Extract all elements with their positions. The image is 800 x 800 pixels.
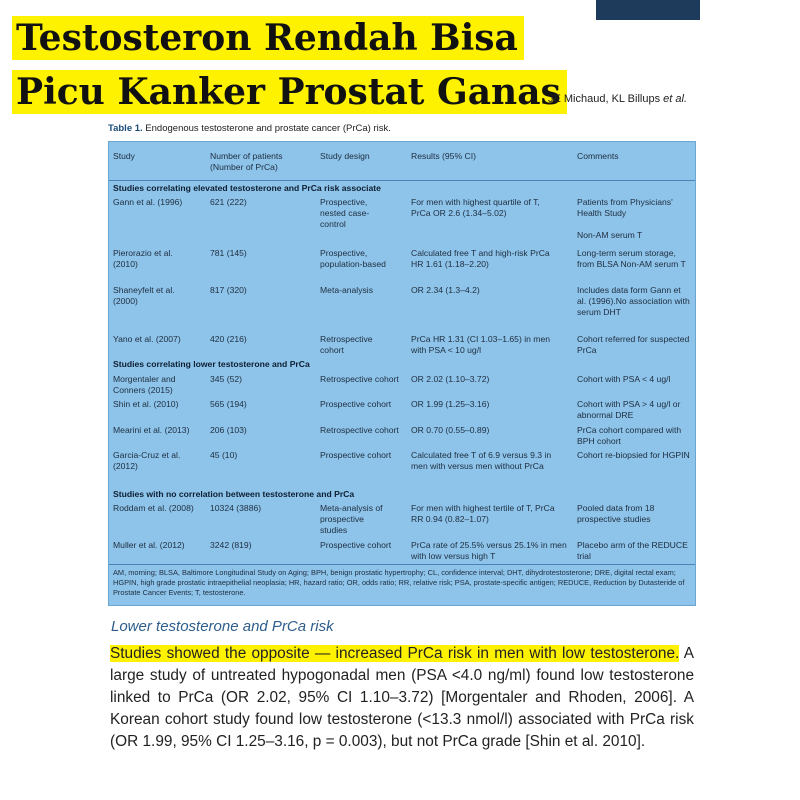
study-table: [108, 141, 696, 606]
cell-results: PrCa HR 1.31 (CI 1.03–1.65) in men with PSA < 10 ug/l: [411, 334, 550, 355]
cell-study: Garcia-Cruz et al. (2012): [113, 450, 181, 471]
cell-patients: 3242 (819): [210, 540, 252, 550]
cell-comments: Placebo arm of the REDUCE trial: [577, 540, 688, 561]
cell-patients: 565 (194): [210, 399, 247, 409]
section-title-elevated: Studies correlating elevated testosterone and PrCa risk associate: [113, 183, 381, 193]
table-caption-text: Endogenous testosterone and prostate cancer (PrCa) risk.: [142, 123, 391, 134]
authors-etal: et al.: [663, 93, 688, 105]
cell-comments: Includes data form Gann et al. (1996).No association with serum DHT: [577, 285, 690, 317]
cell-patients: 817 (320): [210, 285, 247, 295]
cell-patients: 345 (52): [210, 374, 243, 384]
cell-patients: 10324 (3886): [210, 503, 262, 513]
table-caption-label: Table 1.: [108, 123, 143, 134]
cell-study: Shin et al. (2010): [113, 399, 179, 409]
authors-names: JE Michaud, KL Billups: [548, 93, 664, 105]
cell-study: Yano et al. (2007): [113, 334, 181, 344]
cell-comments: Cohort with PSA < 4 ug/l: [577, 374, 671, 384]
cell-patients: 621 (222): [210, 197, 247, 207]
cell-patients: 420 (216): [210, 334, 247, 344]
cell-study: Shaneyfelt et al. (2000): [113, 285, 175, 306]
col-header-study: Study: [113, 151, 135, 161]
cell-design: Prospective cohort: [320, 540, 392, 550]
author-credit: [548, 93, 687, 105]
cell-patients: 781 (145): [210, 248, 247, 258]
highlighted-sentence: Studies showed the opposite — increased PrCa risk in men with low testosterone.: [110, 645, 680, 662]
cell-design: Prospective, nested case-control: [320, 197, 370, 229]
cell-results: OR 1.99 (1.25–3.16): [411, 399, 490, 409]
cell-design: Retrospective cohort: [320, 425, 399, 435]
col-header-design: Study design: [320, 151, 370, 161]
cell-results: For men with highest quartile of T, PrCa OR 2.6 (1.34–5.02): [411, 197, 540, 218]
col-header-results: Results (95% CI): [411, 151, 476, 161]
cell-patients: 45 (10): [210, 450, 238, 460]
table-footnote: AM, morning; BLSA, Baltimore Longitudinal Study on Aging; BPH, benign prostatic hypertrophy; CL, confidence interval; DHT, dihydrotestosterone; DRE, digital rectal exam; HGPIN, high grade prostatic intraepithelial neoplasia; HR, hazard ratio; OR, odds ratio; RR, relative risk; PSA, prostate-specific antigen; REDUCE, Reduction by Dutasteride of Prostate Cancer Events; T, testosterone.: [113, 568, 685, 597]
footnote-divider: [109, 564, 695, 565]
cell-results: OR 2.02 (1.10–3.72): [411, 374, 490, 384]
col-header-patients: Number of patients (Number of PrCa): [210, 151, 283, 172]
cell-study: Mearini et al. (2013): [113, 425, 190, 435]
cell-design: Prospective cohort: [320, 399, 392, 409]
cell-study: Morgentaler and Conners (2015): [113, 374, 176, 395]
cell-comments: Cohort with PSA > 4 ug/l or abnormal DRE: [577, 399, 681, 420]
cell-results: OR 2.34 (1.3–4.2): [411, 285, 480, 295]
section-title-lower: Studies correlating lower testosterone and PrCa: [113, 359, 310, 369]
section-title-no-correlation: Studies with no correlation between testosterone and PrCa: [113, 489, 355, 499]
cell-patients: 206 (103): [210, 425, 247, 435]
title-line-2: Picu Kanker Prostat Ganas: [12, 70, 567, 114]
cell-results: PrCa rate of 25.5% versus 25.1% in men with low versus high T: [411, 540, 567, 561]
paragraph-body: A large study of untreated hypogonadal men (PSA <4.0 ng/ml) found low testosterone linked to PrCa (OR 2.02, 95% CI 1.10–3.72) [Morgentaler and Rhoden, 2006]. A Korean cohort study found low testosterone (<13.3 nmol/l) associated with PrCa risk (OR 1.99, 95% CI 1.25–3.16, p = 0.003), but not PrCa grade [Shin et al. 2010].: [110, 645, 694, 750]
table-caption: [108, 123, 391, 134]
title-line-1: Testosteron Rendah Bisa: [12, 16, 524, 60]
cell-results: OR 0.70 (0.55–0.89): [411, 425, 490, 435]
cell-study: Gann et al. (1996): [113, 197, 183, 207]
cell-design: Prospective cohort: [320, 450, 392, 460]
cell-comments: Long-term serum storage, from BLSA Non-AM serum T: [577, 248, 686, 269]
cell-design: Retrospective cohort: [320, 334, 373, 355]
cell-study: Muller et al. (2012): [113, 540, 185, 550]
cell-comments: Cohort referred for suspected PrCa: [577, 334, 690, 355]
cell-results: Calculated free T of 6.9 versus 9.3 in men with versus men without PrCa: [411, 450, 552, 471]
cell-comments: Patients from Physicians' Health Study Non-AM serum T: [577, 197, 673, 240]
cell-comments: Pooled data from 18 prospective studies: [577, 503, 655, 524]
corner-accent-bar: [596, 0, 700, 20]
article-paragraph: [110, 643, 694, 753]
cell-design: Retrospective cohort: [320, 374, 399, 384]
cell-comments: PrCa cohort compared with BPH cohort: [577, 425, 682, 446]
table-header-row: [109, 142, 695, 181]
cell-comments: Cohort re-biopsied for HGPIN: [577, 450, 690, 460]
col-header-comments: Comments: [577, 151, 619, 161]
cell-results: Calculated free T and high-risk PrCa HR 1.61 (1.18–2.20): [411, 248, 550, 269]
cell-design: Prospective, population-based: [320, 248, 386, 269]
section-subheading: Lower testosterone and PrCa risk: [111, 618, 334, 635]
cell-study: Roddam et al. (2008): [113, 503, 194, 513]
cell-design: Meta-analysis: [320, 285, 374, 295]
cell-study: Pierorazio et al. (2010): [113, 248, 173, 269]
cell-results: For men with highest tertile of T, PrCa RR 0.94 (0.82–1.07): [411, 503, 555, 524]
cell-design: Meta-analysis of prospective studies: [320, 503, 383, 535]
